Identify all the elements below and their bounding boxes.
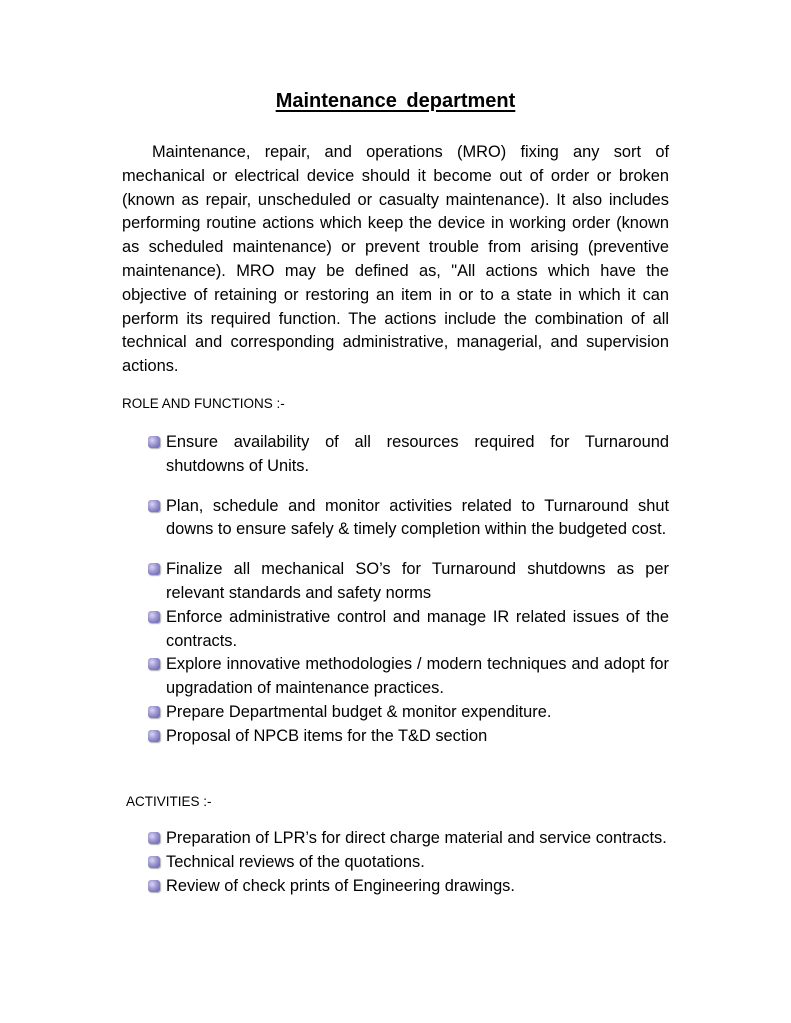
list-item-text: Prepare Departmental budget & monitor expenditure.: [166, 702, 552, 721]
list-item-text: Review of check prints of Engineering drawings.: [166, 876, 515, 895]
square-bullet-icon: [148, 611, 160, 623]
list-item: [148, 851, 669, 875]
list-item-text: Explore innovative methodologies / modern techniques and adopt for upgradation of maintenance practices.: [166, 655, 669, 698]
activities-list: [148, 827, 669, 898]
roles-list: [148, 431, 669, 749]
list-item: [148, 606, 669, 654]
list-item-text: Ensure availability of all resources required for Turnaround shutdowns of Units.: [166, 433, 669, 475]
list-item-text: Technical reviews of the quotations.: [166, 852, 425, 871]
square-bullet-icon: [148, 856, 160, 868]
list-item-text: Preparation of LPR’s for direct charge material and service contracts.: [166, 829, 667, 847]
list-item: [148, 701, 669, 725]
list-item: [148, 653, 669, 701]
square-bullet-icon: [148, 500, 160, 512]
square-bullet-icon: [148, 880, 160, 892]
square-bullet-icon: [148, 658, 160, 670]
list-item: [148, 875, 669, 899]
list-item: [148, 495, 669, 543]
square-bullet-icon: [148, 706, 160, 718]
list-item: [148, 725, 669, 749]
list-item: [148, 827, 669, 851]
intro-paragraph: Maintenance, repair, and operations (MRO) fixing any sort of mechanical or electrical device should it become out of order or broken (known as repair, unscheduled or casualty maintenance). It also includes performing routine actions which keep the device in working order (known as scheduled maintenance) or prevent trouble from arising (preventive maintenance). MRO may be defined as, "All actions which have the objective of retaining or restoring an item in or to a state in which it can perform its required function. The actions include the combination of all technical and corresponding administrative, managerial, and supervision actions.: [122, 143, 669, 376]
square-bullet-icon: [148, 832, 160, 844]
activities-heading: ACTIVITIES :-: [126, 794, 212, 809]
page-title: Maintenance department: [275, 90, 516, 112]
list-item-text: Plan, schedule and monitor activities related to Turnaround shut downs to ensure safely & timely completion within the budgeted cost.: [166, 496, 669, 539]
list-item-text: Finalize all mechanical SO’s for Turnaround shutdowns as per relevant standards and safety norms: [166, 560, 669, 602]
square-bullet-icon: [148, 436, 160, 448]
list-item: [148, 558, 669, 606]
list-item-text: Proposal of NPCB items for the T&D section: [166, 726, 488, 745]
roles-heading: ROLE AND FUNCTIONS :-: [122, 396, 285, 411]
square-bullet-icon: [148, 730, 160, 742]
list-item-text: Enforce administrative control and manage IR related issues of the contracts.: [166, 607, 669, 650]
square-bullet-icon: [148, 563, 160, 575]
list-item: [148, 431, 669, 479]
